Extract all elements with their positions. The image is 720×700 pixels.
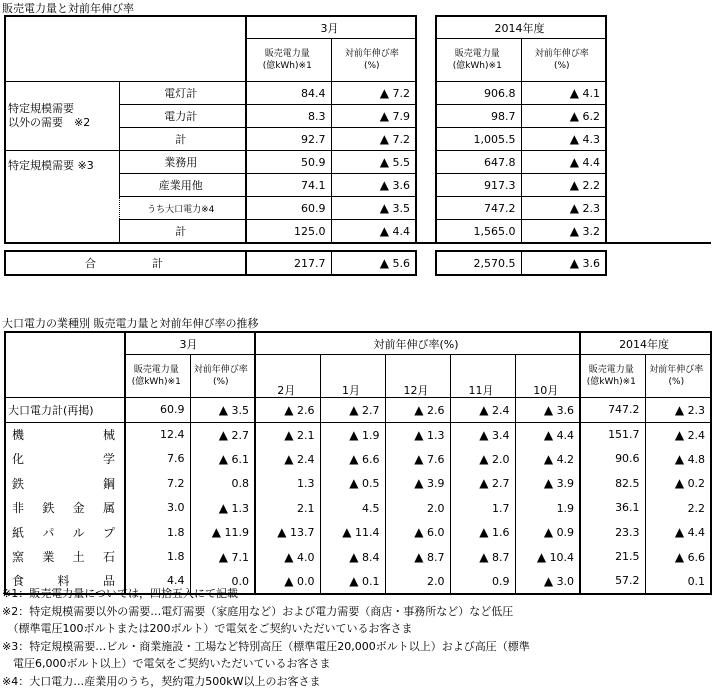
decrease-triangle-icon: ▲ bbox=[284, 402, 294, 417]
growth-value: 3.2 bbox=[582, 225, 600, 238]
header-month: 12月 bbox=[385, 355, 450, 398]
growth-value: 2.0 bbox=[427, 574, 445, 588]
footnote: ※3：特定規模需要…ビル・商業施設・工場など特別高圧（標準電圧20,000ボルト以上）および高圧（標準 bbox=[2, 639, 530, 653]
growth-value: 7.2 bbox=[392, 133, 410, 146]
sales-cell: 82.5 bbox=[580, 471, 645, 496]
growth-cell bbox=[645, 496, 711, 521]
decrease-triangle-icon: ▲ bbox=[379, 155, 389, 169]
header-sales: 販売電力量 (億kWh)※1 bbox=[246, 39, 331, 82]
growth-cell bbox=[515, 447, 580, 472]
growth-value: 6.6 bbox=[687, 550, 706, 564]
growth-value: 3.0 bbox=[556, 574, 575, 588]
header-fy-sales-2: 販売電力量 (億kWh)※1 bbox=[580, 355, 645, 398]
decrease-triangle-icon: ▲ bbox=[414, 476, 424, 491]
growth-cell bbox=[385, 471, 450, 496]
growth-value: 3.5 bbox=[231, 403, 249, 417]
growth-cell bbox=[521, 105, 606, 128]
growth-cell bbox=[255, 398, 320, 423]
growth-value: 2.4 bbox=[297, 452, 315, 466]
sales-cell: 1,565.0 bbox=[436, 220, 521, 244]
growth-value: 0.2 bbox=[687, 477, 706, 491]
decrease-triangle-icon: ▲ bbox=[379, 224, 389, 238]
growth-cell bbox=[645, 447, 711, 472]
decrease-triangle-icon: ▲ bbox=[349, 427, 359, 442]
growth-cell bbox=[385, 422, 450, 447]
growth-cell bbox=[515, 422, 580, 447]
industry-label: 窯 業 土 石 bbox=[5, 545, 125, 570]
growth-value: 2.0 bbox=[427, 501, 445, 515]
decrease-triangle-icon: ▲ bbox=[218, 451, 228, 466]
growth-value: 1.3 bbox=[231, 501, 249, 515]
growth-cell bbox=[320, 496, 385, 521]
growth-value: 1.3 bbox=[297, 477, 315, 491]
decrease-triangle-icon: ▲ bbox=[674, 525, 685, 540]
growth-cell bbox=[385, 447, 450, 472]
industry-label: 化 学 bbox=[5, 447, 125, 472]
growth-cell bbox=[255, 447, 320, 472]
growth-value: 7.6 bbox=[427, 452, 445, 466]
decrease-triangle-icon: ▲ bbox=[479, 427, 489, 442]
growth-value: 13.7 bbox=[290, 526, 315, 540]
growth-cell bbox=[190, 447, 255, 472]
header-march-2: 3月 bbox=[125, 332, 255, 355]
decrease-triangle-icon: ▲ bbox=[569, 256, 579, 270]
header-month: 1月 bbox=[320, 355, 385, 398]
decrease-triangle-icon: ▲ bbox=[543, 451, 554, 466]
growth-value: 0.0 bbox=[297, 574, 315, 588]
growth-value: 0.9 bbox=[556, 526, 575, 540]
growth-cell bbox=[645, 422, 711, 447]
decrease-triangle-icon: ▲ bbox=[284, 427, 294, 442]
sales-cell: 747.2 bbox=[436, 197, 521, 220]
decrease-triangle-icon: ▲ bbox=[479, 525, 489, 540]
growth-cell bbox=[450, 545, 515, 570]
growth-value: 2.4 bbox=[687, 428, 706, 442]
decrease-triangle-icon: ▲ bbox=[379, 256, 389, 270]
sales-cell: 7.2 bbox=[125, 471, 190, 496]
growth-cell bbox=[331, 105, 416, 128]
table-row bbox=[5, 545, 711, 570]
growth-value: 7.2 bbox=[392, 87, 410, 100]
sales-cell: 647.8 bbox=[436, 151, 521, 174]
sales-cell: 747.2 bbox=[580, 398, 645, 423]
growth-value: 4.4 bbox=[392, 225, 410, 238]
growth-cell bbox=[255, 471, 320, 496]
growth-value: 4.3 bbox=[582, 133, 600, 146]
growth-cell bbox=[320, 545, 385, 570]
decrease-triangle-icon: ▲ bbox=[379, 178, 389, 192]
header-growth-group: 対前年伸び率(%) bbox=[255, 332, 580, 355]
growth-cell bbox=[645, 471, 711, 496]
table-row bbox=[5, 471, 711, 496]
decrease-triangle-icon: ▲ bbox=[569, 86, 579, 100]
table-row bbox=[5, 82, 711, 105]
growth-cell bbox=[190, 398, 255, 423]
growth-cell bbox=[645, 520, 711, 545]
growth-value: 11.4 bbox=[355, 526, 380, 540]
growth-cell bbox=[521, 197, 606, 220]
decrease-triangle-icon: ▲ bbox=[218, 549, 228, 564]
growth-cell bbox=[450, 471, 515, 496]
decrease-triangle-icon: ▲ bbox=[543, 573, 554, 588]
decrease-triangle-icon: ▲ bbox=[284, 451, 294, 466]
growth-cell bbox=[320, 398, 385, 423]
growth-cell bbox=[521, 151, 606, 174]
growth-cell bbox=[255, 520, 320, 545]
growth-cell bbox=[255, 496, 320, 521]
growth-cell bbox=[331, 151, 416, 174]
growth-cell bbox=[385, 398, 450, 423]
growth-value: 7.1 bbox=[231, 550, 249, 564]
decrease-triangle-icon: ▲ bbox=[543, 476, 554, 491]
decrease-triangle-icon: ▲ bbox=[569, 155, 579, 169]
growth-value: 0.0 bbox=[231, 574, 249, 588]
sales-cell: 7.6 bbox=[125, 447, 190, 472]
header-growth-2: 対前年伸び率 (%) bbox=[190, 355, 255, 398]
decrease-triangle-icon: ▲ bbox=[674, 549, 685, 564]
growth-value: 3.6 bbox=[582, 257, 600, 270]
growth-value: 5.6 bbox=[392, 257, 410, 270]
growth-value: 3.9 bbox=[427, 477, 445, 491]
growth-value: 0.1 bbox=[687, 574, 706, 588]
sales-cell: 90.6 bbox=[580, 447, 645, 472]
growth-cell bbox=[385, 520, 450, 545]
growth-value: 1.6 bbox=[492, 526, 510, 540]
footnote: 電圧6,000ボルト以上）で電気をご契約いただいているお客さま bbox=[2, 657, 331, 670]
growth-cell bbox=[521, 82, 606, 105]
decrease-triangle-icon: ▲ bbox=[674, 402, 685, 417]
total-row bbox=[5, 251, 711, 275]
growth-value: 3.4 bbox=[492, 428, 510, 442]
growth-cell bbox=[331, 197, 416, 220]
sales-cell: 60.9 bbox=[246, 197, 331, 220]
growth-value: 6.1 bbox=[231, 452, 249, 466]
growth-value: 0.8 bbox=[231, 477, 249, 491]
growth-value: 4.5 bbox=[362, 501, 380, 515]
decrease-triangle-icon: ▲ bbox=[349, 549, 359, 564]
growth-cell bbox=[331, 82, 416, 105]
table-row bbox=[5, 520, 711, 545]
growth-value: 1.9 bbox=[556, 501, 575, 515]
header-month: 10月 bbox=[515, 355, 580, 398]
sales-cell: 2,570.5 bbox=[436, 251, 521, 275]
growth-cell bbox=[320, 471, 385, 496]
sales-cell: 1.8 bbox=[125, 520, 190, 545]
sales-cell: 906.8 bbox=[436, 82, 521, 105]
growth-cell bbox=[450, 422, 515, 447]
growth-cell bbox=[331, 251, 416, 275]
header-growth: 対前年伸び率 (%) bbox=[331, 39, 416, 82]
decrease-triangle-icon: ▲ bbox=[543, 525, 554, 540]
group-label: 特定規模需要 以外の需要 ※2 bbox=[5, 82, 119, 151]
sales-cell: 917.3 bbox=[436, 174, 521, 197]
growth-value: 0.9 bbox=[492, 574, 510, 588]
row-label: 計 bbox=[119, 220, 246, 244]
decrease-triangle-icon: ▲ bbox=[284, 573, 294, 588]
growth-cell bbox=[450, 398, 515, 423]
decrease-triangle-icon: ▲ bbox=[674, 476, 685, 491]
growth-value: 4.1 bbox=[582, 87, 600, 100]
decrease-triangle-icon: ▲ bbox=[479, 476, 489, 491]
footnote: ※4：大口電力…産業用のうち，契約電力500kW以上のお客さま bbox=[2, 674, 321, 688]
growth-value: 8.4 bbox=[362, 550, 380, 564]
growth-cell bbox=[645, 569, 711, 594]
row-label: 電力計 bbox=[119, 105, 246, 128]
header-fy-sales: 販売電力量 (億kWh)※1 bbox=[436, 39, 521, 82]
growth-value: 5.5 bbox=[392, 156, 410, 169]
growth-value: 3.6 bbox=[556, 403, 575, 417]
growth-cell bbox=[385, 545, 450, 570]
row-label: 業務用 bbox=[119, 151, 246, 174]
growth-value: 8.7 bbox=[492, 550, 510, 564]
decrease-triangle-icon: ▲ bbox=[218, 500, 228, 515]
decrease-triangle-icon: ▲ bbox=[479, 402, 489, 417]
footnote: （標準電圧100ボルトまたは200ボルト）で電気をご契約いただいているお客さま bbox=[2, 622, 413, 635]
decrease-triangle-icon: ▲ bbox=[218, 402, 228, 417]
decrease-triangle-icon: ▲ bbox=[414, 525, 424, 540]
decrease-triangle-icon: ▲ bbox=[349, 573, 359, 588]
sales-cell: 74.1 bbox=[246, 174, 331, 197]
growth-cell bbox=[190, 545, 255, 570]
sales-cell: 21.5 bbox=[580, 545, 645, 570]
growth-cell bbox=[190, 422, 255, 447]
row-label: 電灯計 bbox=[119, 82, 246, 105]
decrease-triangle-icon: ▲ bbox=[211, 525, 221, 540]
growth-cell bbox=[521, 174, 606, 197]
growth-value: 4.4 bbox=[687, 526, 706, 540]
growth-cell bbox=[521, 220, 606, 244]
sales-cell: 4.4 bbox=[125, 569, 190, 594]
growth-value: 0.5 bbox=[362, 477, 380, 491]
growth-value: 2.2 bbox=[582, 179, 600, 192]
sales-cell: 23.3 bbox=[580, 520, 645, 545]
growth-cell bbox=[320, 422, 385, 447]
sales-cell: 57.2 bbox=[580, 569, 645, 594]
decrease-triangle-icon: ▲ bbox=[379, 109, 389, 123]
growth-cell bbox=[515, 545, 580, 570]
growth-value: 2.6 bbox=[297, 403, 315, 417]
header-fy-growth-2: 対前年伸び率 (%) bbox=[645, 355, 711, 398]
growth-cell bbox=[515, 398, 580, 423]
decrease-triangle-icon: ▲ bbox=[414, 549, 424, 564]
decrease-triangle-icon: ▲ bbox=[414, 451, 424, 466]
decrease-triangle-icon: ▲ bbox=[414, 402, 424, 417]
total-label: 合 計 bbox=[5, 251, 246, 275]
table-row bbox=[5, 398, 711, 423]
industry-label: 大口電力計(再掲) bbox=[5, 398, 125, 423]
growth-value: 3.6 bbox=[392, 179, 410, 192]
growth-value: 10.4 bbox=[549, 550, 575, 564]
sales-cell: 92.7 bbox=[246, 128, 331, 151]
sales-cell: 1,005.5 bbox=[436, 128, 521, 151]
growth-value: 4.4 bbox=[582, 156, 600, 169]
growth-cell bbox=[331, 220, 416, 244]
header-month: 11月 bbox=[450, 355, 515, 398]
sales-cell: 125.0 bbox=[246, 220, 331, 244]
growth-value: 4.2 bbox=[556, 452, 575, 466]
growth-cell bbox=[645, 545, 711, 570]
footnote: ※1：販売電力量については，四捨五入にて記載 bbox=[2, 587, 238, 600]
decrease-triangle-icon: ▲ bbox=[379, 132, 389, 146]
table-row bbox=[5, 151, 711, 174]
group-label: 特定規模需要 ※3 bbox=[5, 151, 119, 244]
header-march: 3月 bbox=[246, 16, 416, 39]
decrease-triangle-icon: ▲ bbox=[674, 427, 685, 442]
decrease-triangle-icon: ▲ bbox=[379, 86, 389, 100]
growth-value: 2.3 bbox=[687, 403, 706, 417]
growth-value: 4.4 bbox=[556, 428, 575, 442]
decrease-triangle-icon: ▲ bbox=[569, 201, 579, 215]
decrease-triangle-icon: ▲ bbox=[277, 525, 287, 540]
sales-cell: 151.7 bbox=[580, 422, 645, 447]
growth-value: 1.9 bbox=[362, 428, 380, 442]
growth-value: 2.7 bbox=[492, 477, 510, 491]
corner-cell bbox=[5, 16, 246, 82]
growth-cell bbox=[521, 251, 606, 275]
growth-value: 2.1 bbox=[297, 428, 315, 442]
growth-value: 2.1 bbox=[297, 501, 315, 515]
growth-cell bbox=[331, 128, 416, 151]
decrease-triangle-icon: ▲ bbox=[543, 427, 554, 442]
industry-label: 鉄 鋼 bbox=[5, 471, 125, 496]
growth-value: 1.3 bbox=[427, 428, 445, 442]
growth-value: 8.7 bbox=[427, 550, 445, 564]
sales-cell: 1.8 bbox=[125, 545, 190, 570]
growth-value: 2.4 bbox=[492, 403, 510, 417]
growth-value: 6.0 bbox=[427, 526, 445, 540]
decrease-triangle-icon: ▲ bbox=[674, 451, 685, 466]
row-label: 計 bbox=[119, 128, 246, 151]
growth-value: 2.7 bbox=[362, 403, 380, 417]
growth-value: 0.1 bbox=[362, 574, 380, 588]
growth-cell bbox=[255, 545, 320, 570]
table-row bbox=[5, 447, 711, 472]
decrease-triangle-icon: ▲ bbox=[543, 402, 554, 417]
header-month: 2月 bbox=[255, 355, 320, 398]
sales-cell: 60.9 bbox=[125, 398, 190, 423]
growth-cell bbox=[190, 471, 255, 496]
growth-value: 2.6 bbox=[427, 403, 445, 417]
row-label: うち大口電力※4 bbox=[119, 197, 246, 220]
sales-cell: 84.4 bbox=[246, 82, 331, 105]
sales-cell: 217.7 bbox=[246, 251, 331, 275]
growth-cell bbox=[331, 174, 416, 197]
decrease-triangle-icon: ▲ bbox=[379, 201, 389, 215]
header-fy: 2014年度 bbox=[436, 16, 606, 39]
decrease-triangle-icon: ▲ bbox=[349, 451, 359, 466]
decrease-triangle-icon: ▲ bbox=[342, 525, 352, 540]
growth-cell bbox=[385, 496, 450, 521]
growth-value: 2.7 bbox=[231, 428, 249, 442]
decrease-triangle-icon: ▲ bbox=[569, 109, 579, 123]
growth-cell bbox=[190, 496, 255, 521]
decrease-triangle-icon: ▲ bbox=[479, 549, 489, 564]
corner-cell-2 bbox=[5, 332, 125, 398]
industry-label: 非 鉄 金 属 bbox=[5, 496, 125, 521]
sales-cell: 50.9 bbox=[246, 151, 331, 174]
growth-cell bbox=[255, 422, 320, 447]
sales-cell: 3.0 bbox=[125, 496, 190, 521]
header-fy-growth: 対前年伸び率 (%) bbox=[521, 39, 606, 82]
growth-cell bbox=[521, 128, 606, 151]
decrease-triangle-icon: ▲ bbox=[479, 451, 489, 466]
footnote: ※2：特定規模需要以外の需要…電灯需要（家庭用など）および電力需要（商店・事務所など）など低圧 bbox=[2, 604, 514, 618]
growth-value: 2.2 bbox=[687, 501, 706, 515]
decrease-triangle-icon: ▲ bbox=[349, 402, 359, 417]
industry-label: 機 械 bbox=[5, 422, 125, 447]
decrease-triangle-icon: ▲ bbox=[569, 178, 579, 192]
growth-value: 11.9 bbox=[224, 526, 249, 540]
growth-value: 6.6 bbox=[362, 452, 380, 466]
growth-cell bbox=[320, 520, 385, 545]
growth-cell bbox=[450, 447, 515, 472]
growth-cell bbox=[515, 471, 580, 496]
decrease-triangle-icon: ▲ bbox=[414, 427, 424, 442]
growth-value: 4.8 bbox=[687, 452, 706, 466]
industry-label: 紙 パ ル プ bbox=[5, 520, 125, 545]
growth-cell bbox=[190, 520, 255, 545]
footnotes bbox=[2, 585, 530, 690]
growth-value: 4.0 bbox=[297, 550, 315, 564]
header-sales-2: 販売電力量 (億kWh)※1 bbox=[125, 355, 190, 398]
header-fy-2: 2014年度 bbox=[580, 332, 711, 355]
growth-cell bbox=[515, 496, 580, 521]
sales-cell: 12.4 bbox=[125, 422, 190, 447]
sales-cell: 98.7 bbox=[436, 105, 521, 128]
growth-value: 2.0 bbox=[492, 452, 510, 466]
growth-value: 3.5 bbox=[392, 202, 410, 215]
table-row bbox=[5, 422, 711, 447]
growth-value: 2.3 bbox=[582, 202, 600, 215]
sales-cell: 36.1 bbox=[580, 496, 645, 521]
growth-value: 6.2 bbox=[582, 110, 600, 123]
growth-cell bbox=[450, 496, 515, 521]
decrease-triangle-icon: ▲ bbox=[536, 549, 547, 564]
sales-cell: 8.3 bbox=[246, 105, 331, 128]
growth-cell bbox=[320, 447, 385, 472]
growth-value: 3.9 bbox=[556, 477, 575, 491]
industry-table bbox=[4, 331, 712, 595]
table-row bbox=[5, 496, 711, 521]
growth-cell bbox=[645, 398, 711, 423]
growth-value: 1.7 bbox=[492, 501, 510, 515]
growth-value: 7.9 bbox=[392, 110, 410, 123]
growth-cell bbox=[515, 520, 580, 545]
decrease-triangle-icon: ▲ bbox=[349, 476, 359, 491]
sales-table bbox=[4, 15, 711, 276]
decrease-triangle-icon: ▲ bbox=[569, 224, 579, 238]
decrease-triangle-icon: ▲ bbox=[218, 427, 228, 442]
growth-cell bbox=[450, 520, 515, 545]
row-label: 産業用他 bbox=[119, 174, 246, 197]
decrease-triangle-icon: ▲ bbox=[284, 549, 294, 564]
decrease-triangle-icon: ▲ bbox=[569, 132, 579, 146]
industry-label: 食 料 品 bbox=[5, 569, 125, 594]
table2-title: 大口電力の業種別 販売電力量と対前年伸び率の推移 bbox=[2, 317, 259, 330]
table1-title: 販売電力量と対前年伸び率 bbox=[2, 2, 134, 15]
